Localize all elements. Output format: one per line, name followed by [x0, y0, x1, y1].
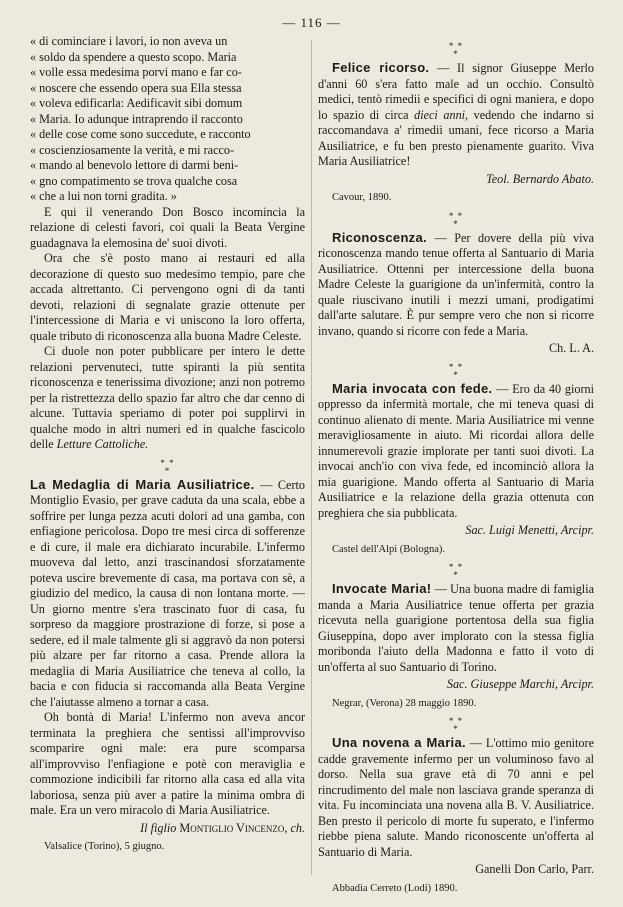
place-date: Valsalice (Torino), 5 giugno. [44, 841, 165, 852]
section-title: Invocate Maria! [332, 581, 432, 596]
quote-line: « delle cose come sono succedute, e racconto [30, 127, 251, 141]
quote-line: « di cominciare i lavori, io non aveva un [30, 34, 228, 48]
quote-line: « volle essa medesima porvi mano e far co- [30, 65, 242, 79]
paragraph: Ora che s'è posto mano ai restauri ed alla decorazione di questo suo medesimo tempio, pare che accada altrettanto. Ci pervengono ogni dì da tanti devoti, relazioni di segnalate grazie ottenute per l'intercessione di Maria e vi uniscono la loro offerta, quale tributo di riconoscenza alla buona Madre Celeste. [30, 251, 305, 343]
signature: Ganelli Don Carlo, Parr. [475, 862, 594, 876]
signature: Sac. Luigi Menetti, Arcipr. [465, 523, 594, 537]
section-title: Maria invocata con fede. [332, 380, 493, 396]
place-date: Cavour, 1890. [332, 192, 392, 203]
section-stars-ornament: * * * [448, 41, 464, 59]
paragraph: E qui il venerando Don Bosco incomincia la relazione di celesti favori, coi quali la Beata Vergine guadagnava la elemosina de' suoi divoti. [30, 204, 305, 250]
section-title: Felice ricorso. [332, 60, 430, 75]
right-column [318, 34, 594, 896]
signature-prefix: Il figlio [140, 820, 180, 835]
column-divider [311, 40, 312, 875]
section-medaglia [30, 477, 305, 711]
place-date: Castel dell'Alpi (Bologna). [332, 543, 445, 555]
paragraph [30, 344, 305, 453]
section-text: — L'ottimo mio genitore cadde gravemente infermo per un voluminoso favo al dorso. Nella sua grave età di 70 anni e pel rincrudimento del male non lasciava grande speranza di vita. Fu incominciata una novena alla B. V. Ausiliatrice. Ben presto il pericolo di morte fu superato, e l'infermo riebbe piena salute. Mando riconoscente un'offerta al Santuario di Maria. [318, 736, 594, 859]
quote-line: « coscienziosamente la verità, e mi racco- [30, 142, 235, 157]
quote-line: « noscere che essendo opera sua Ella stessa [30, 80, 242, 95]
paragraph-text: Ci duole non poter pubblicare per intero le dette relazioni pervenuteci, tutte spiranti la più sentita riconoscenza e tenerissima divozione; anzi non potremo per la ristrettezza dello spazio far altro che dar cenno di alcune. Tuttavia speriamo di poter poi supplirvi in qualche modo in altri numeri ed in qualche fascicolo delle [30, 344, 305, 451]
signature: Teol. Bernardo Abato. [486, 171, 594, 186]
section-stars-ornament: * * * [448, 562, 464, 580]
section-title: Una novena a Maria. [332, 735, 466, 750]
section-felice-ricorso [318, 60, 594, 170]
italic-text: dieci anni [414, 107, 466, 122]
section-text: — Una buona madre di famiglia manda a Maria Ausiliatrice tenue offerta per grazia ricevuta nella guarigione portentosa della sua figlia Giuseppina, dopo aver implorato con la stessa figlia moribonda l'aiuto della Madonna e fatto il voto di un'offerta al suo Santuario di Torino. [318, 582, 594, 674]
section-text: — Ero da 40 giorni oppresso da infermità mortale, che mi teneva quasi di continuo alienato di mente. Maria Ausiliatrice mi venne meravigliosamente in aiuto. Mi ricordai allora delle innumerevoli grazie implorate per tanti suoi divoti. La invocai anch'io con viva fede, ed incominciò allora la mia guarigione. Mando offerta al Santuario di Maria Ausiliatrice e la relazione della grazia ottenuta con preghiera che sia pubblicata. [318, 381, 594, 520]
section-title: La Medaglia di Maria Ausiliatrice. [30, 476, 255, 492]
section-stars-ornament: * * * [448, 716, 464, 734]
quote-line: « soldo da spendere a questo scopo. Maria [30, 49, 237, 64]
section-title: Riconoscenza. [332, 229, 427, 245]
quote-line: « che a lui non torni gradita. » [30, 189, 177, 203]
italic-title: Letture Cattoliche. [56, 437, 149, 451]
signature-suffix: , ch. [284, 820, 305, 835]
section-maria-invocata [318, 381, 594, 522]
place-date: Abbadia Cerreto (Lodi) 1890. [332, 882, 458, 894]
left-column [30, 34, 305, 855]
section-novena [318, 735, 594, 860]
signature [30, 821, 305, 837]
section-stars-ornament: * * * [448, 210, 464, 229]
section-text: — Per dovere della più viva riconoscenza mando tenue offerta al Santuario di Maria Ausiliatrice. Ottenni per intercessione della buona Madre Celeste la guarigione da un'infermità, contro la quale riuscivano inutili i mezzi umani, prodigatimi dall'arte salutare. È pur sempre vero che non si ricorre invano, quando si ricorre con fede a Maria. [318, 230, 594, 338]
quote-line: « Maria. Io adunque intraprendo il racconto [30, 111, 243, 126]
place-date: Negrar, (Verona) 28 maggio 1890. [332, 697, 477, 709]
quote-line: « voleva edificarla: Aedificavit sibi domum [30, 96, 243, 110]
quote-line: « gno compatimento se trova qualche cosa [30, 173, 238, 188]
signature-name: Montiglio Vincenzo [179, 820, 285, 835]
quote-line: « mando al benevolo lettore di darmi beni- [30, 158, 239, 172]
section-invocate-maria [318, 581, 594, 675]
quote-block [30, 34, 305, 205]
section-text: , vedendo che indarno si raccomandava a' rimedii umani, fece ricorso a Maria Ausiliatrice, e fu ben presto pienamente guarito. Viva Maria Ausiliatrice! [318, 107, 594, 168]
signature: Ch. L. A. [548, 341, 594, 355]
section-text: — Certo Montiglio Evasio, per grave caduta da una scala, ebbe a soffrire per lunga pezza acuti dolori ad una gamba, con enfiagione pericolosa. Dopo tre mesi circa di sofferenze e di cure, il male era dichiarato incurabile. L'infermo muoveva dal letto, anzi trascinandosi sforzatamente poteva uscire brevemente di casa, ma portava con sè, a giudizio del medico, la causa di non lontana morte. — Un giorno mentre s'era trascinato fuor di casa, fu sorpreso da maggiore prostrazione di forze, si pose a sedere, ed il male talmente gli si aggravò da non potersi più alzare per far ritorno a casa. Prende allora la medaglia di Maria Ausiliatrice che teneva al collo, la bacia e con fiducia si raccomanda alla Beata Vergine che l'aiutasse almeno a tornar a casa. [30, 477, 305, 709]
section-riconoscenza [318, 230, 594, 340]
signature: Sac. Giuseppe Marchi, Arcipr. [446, 677, 594, 691]
section-stars-ornament: * * * [160, 457, 175, 476]
page-number: — 116 — [282, 15, 341, 30]
section-stars-ornament: * * * [448, 361, 464, 380]
paragraph: Oh bontà di Maria! L'infermo non aveva ancor terminata la preghiera che sentissi all'improvviso scomparire ogni male: era pure scomparsa all'improvviso l'enfiagione e potè con meraviglia e commozione indicibili far ritorno alla casa ed alla vita laboriosa, senza più aver a patire la minima ombra di male. Era un vero miracolo di Maria Ausiliatrice. [30, 710, 305, 817]
section-text: — Il signor Giuseppe Merlo d'anni 60 s'era fatto male ad un occhio. Consultò medici, tentò rimedii e specifici di ogni maniera, e dopo lo spazio di circa [318, 61, 594, 122]
